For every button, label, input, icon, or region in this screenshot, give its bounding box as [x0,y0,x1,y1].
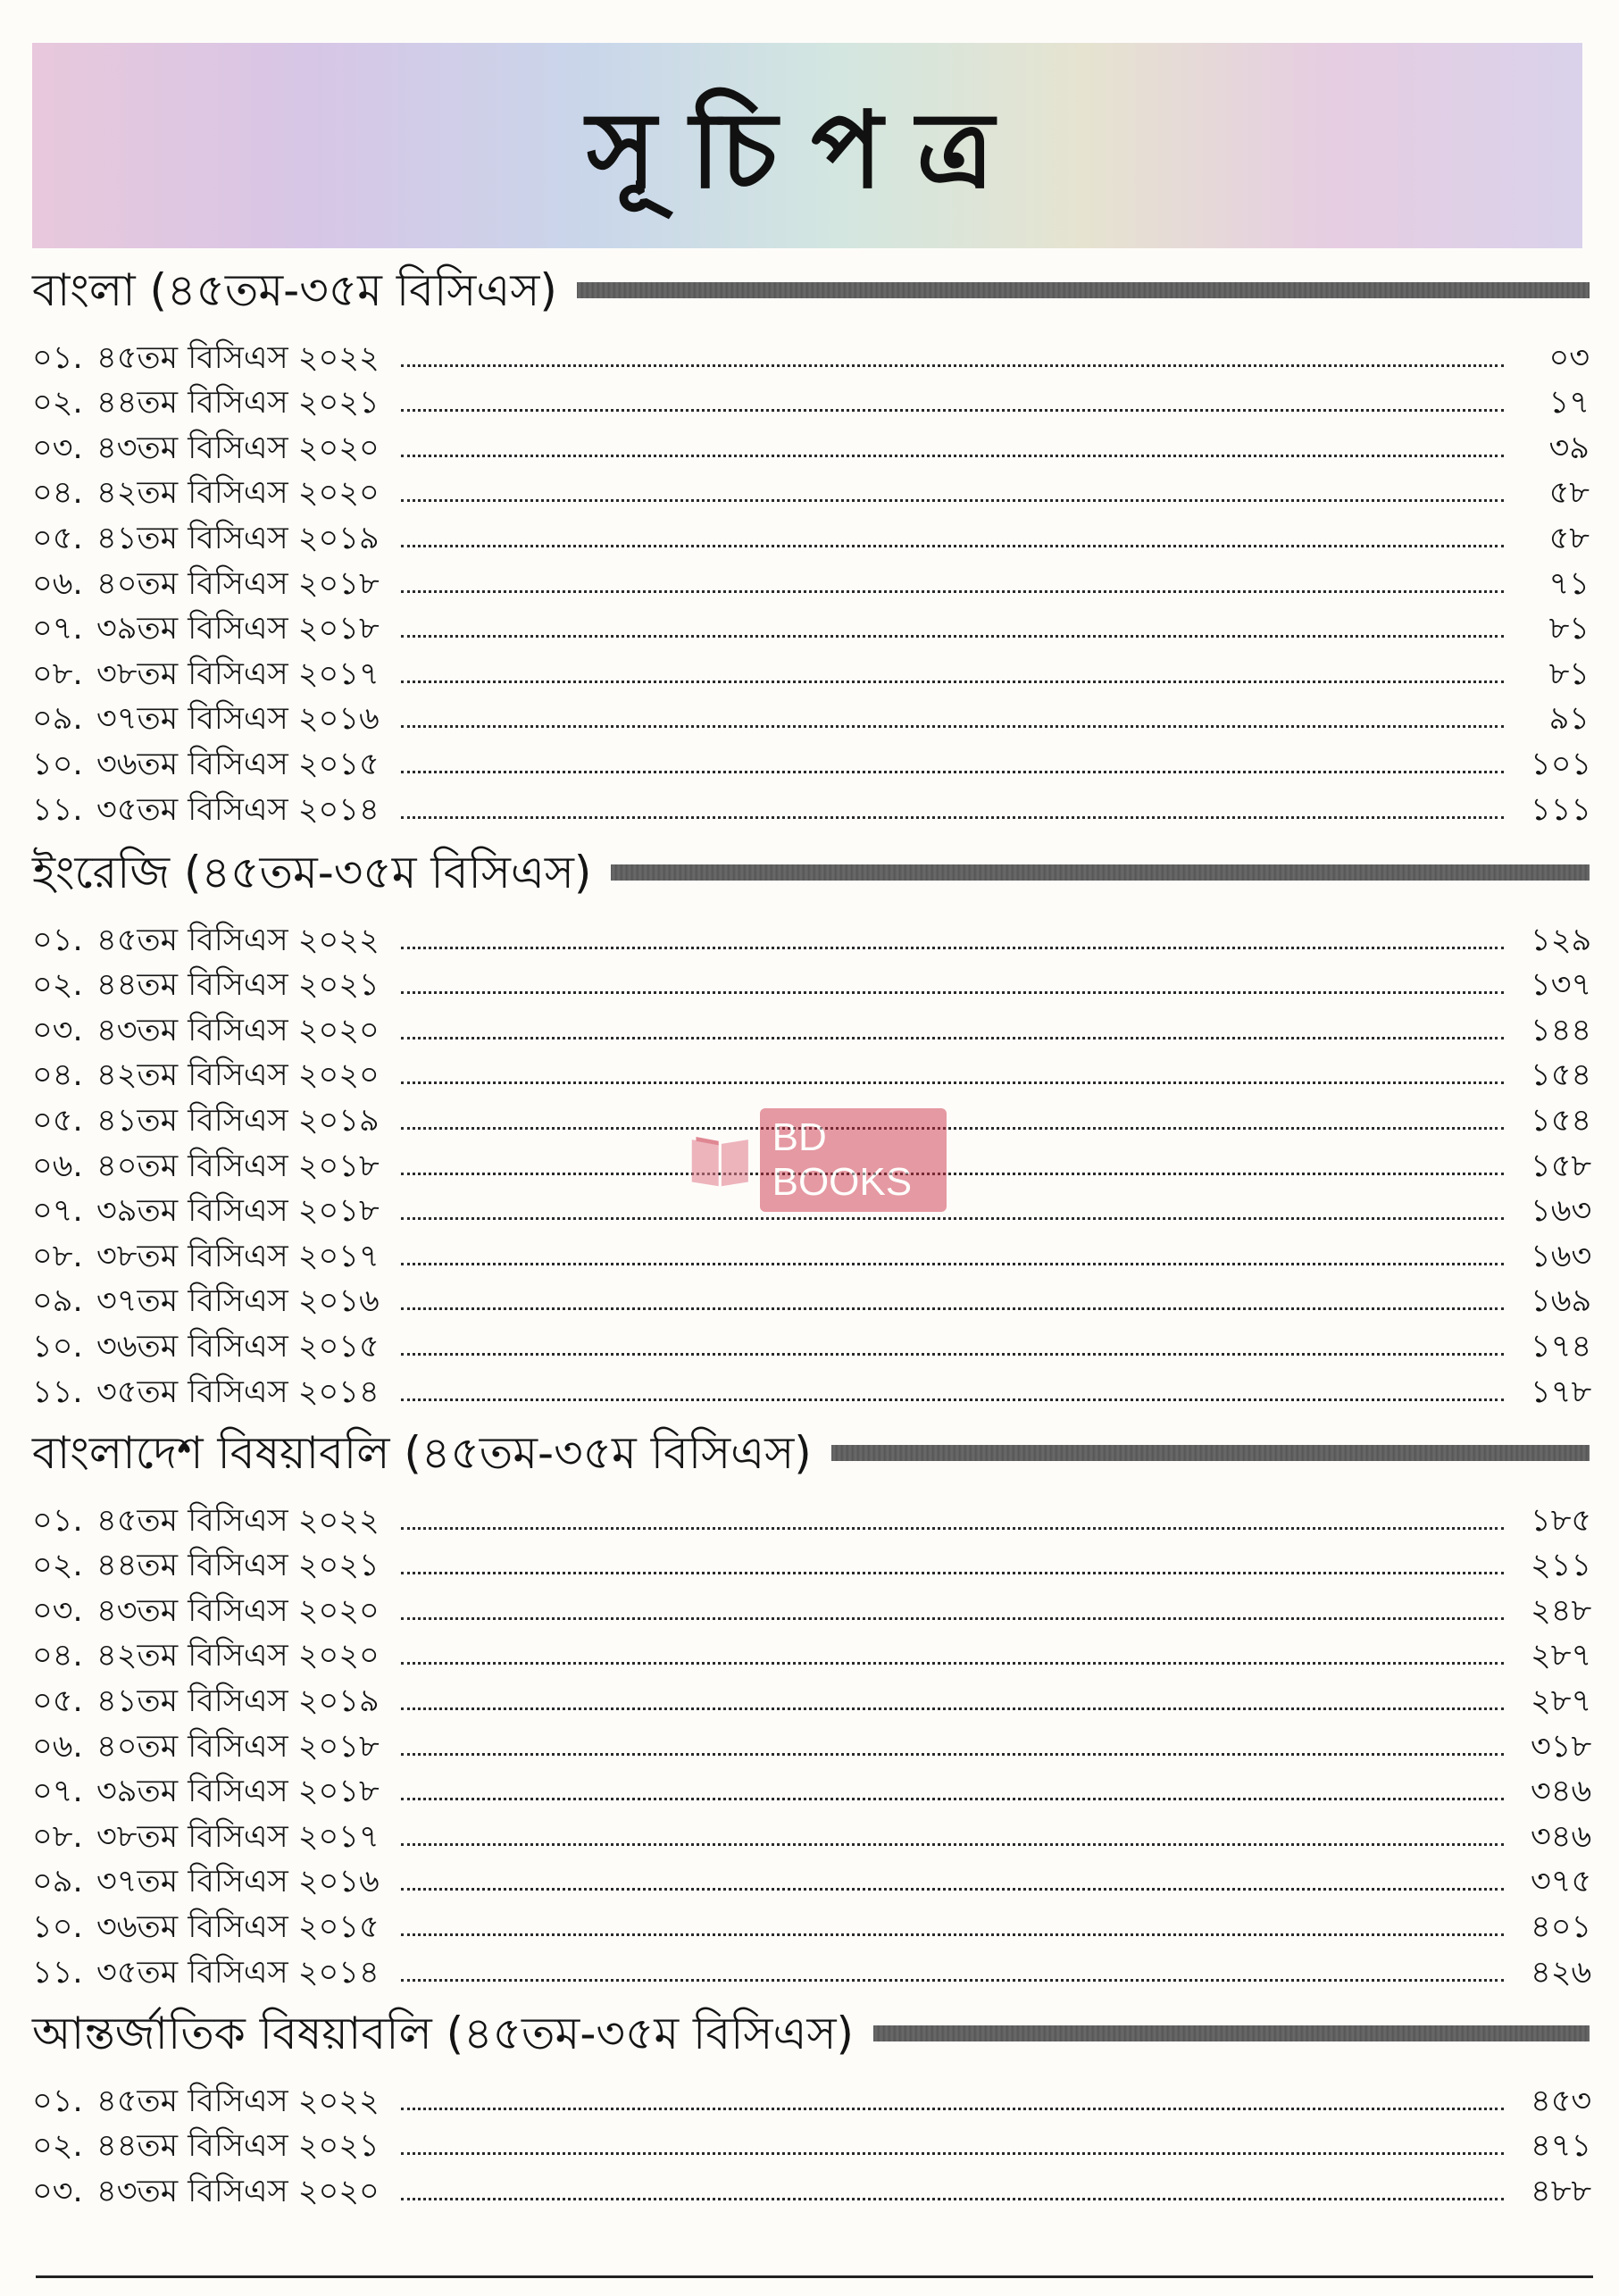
entry-number: ০৯. [32,701,83,738]
toc-entry [32,464,1590,510]
dot-leader [401,1979,1504,1982]
dot-leader [401,1127,1504,1130]
entry-number: ০৫. [32,520,83,556]
toc-entry [32,735,1590,781]
entry-label: ৩৯তম বিসিএস ২০১৮ [96,1193,380,1230]
title-banner [32,43,1582,248]
entry-label: ৩৮তম বিসিএস ২০১৭ [96,655,380,692]
entry-label: ৪৫তম বিসিএস ২০২২ [96,2083,380,2119]
dot-leader [401,409,1504,412]
entry-label: ৪৫তম বিসিএস ২০২২ [96,922,380,958]
dot-leader [401,545,1504,547]
dot-leader [401,947,1504,949]
dot-leader [401,1081,1504,1084]
dot-leader [401,1707,1504,1710]
section-header [32,257,1590,323]
entry-page-number: ১৬৩ [1531,1238,1592,1274]
entry-label: ৪৩তম বিসিএস ২০২০ [96,2173,380,2209]
entry-number: ০৯. [32,1864,83,1900]
toc-entry [32,600,1590,646]
section-entries [32,1491,1590,1989]
entry-page-number: ১৪৪ [1531,1012,1592,1048]
section-title: বাংলা (৪৫তম-৩৫ম বিসিএস) [32,264,557,316]
entry-number: ১১. [32,1373,83,1410]
entry-label: ৪২তম বিসিএস ২০২০ [96,475,380,512]
toc-section [32,1420,1590,1989]
toc-entry [32,1898,1590,1943]
toc-entry [32,1627,1590,1673]
dot-leader [401,2152,1504,2155]
dot-leader [401,1263,1504,1265]
entry-label: ৩৬তম বিসিএস ২০১৫ [96,1328,380,1365]
section-title: ইংরেজি (৪৫তম-৩৫ম বিসিএস) [32,847,592,898]
entry-page-number: ১০১ [1531,746,1592,782]
entry-number: ০৪. [32,475,83,512]
toc-entry [32,911,1590,956]
section-rule [831,1445,1590,1461]
entry-page-number: ৮১ [1548,611,1590,647]
entry-label: ৩৭তম বিসিএস ২০১৬ [96,701,380,738]
entry-number: ১০. [32,1908,83,1945]
entry-page-number: ৪৫৩ [1531,2083,1592,2119]
toc-entry [32,1582,1590,1627]
entry-page-number: ১১১ [1531,791,1592,828]
entry-label: ৪৩তম বিসিএস ২০২০ [96,430,380,466]
entry-label: ৩৯তম বিসিএস ২০১৮ [96,1774,380,1810]
entry-page-number: ৩৪৬ [1531,1818,1592,1855]
dot-leader [401,635,1504,638]
toc-entry [32,1537,1590,1582]
toc-entry [32,1808,1590,1853]
entry-page-number: ২৮৭ [1531,1638,1592,1674]
toc-entry [32,1717,1590,1763]
section-entries [32,2072,1590,2208]
entry-number: ০৬. [32,565,83,602]
toc-entry [32,419,1590,464]
toc-entry [32,956,1590,1002]
entry-page-number: ১৫৪ [1531,1057,1592,1094]
entry-number: ০৮. [32,655,83,692]
page-title: সূচিপত্র [586,88,1029,212]
entry-page-number: ১৬৩ [1531,1193,1592,1230]
dot-leader [401,771,1504,773]
toc-entry [32,1273,1590,1318]
entry-number: ০১. [32,2083,83,2119]
entry-label: ৩৮তম বিসিএস ২০১৭ [96,1238,380,1274]
entry-number: ০৮. [32,1238,83,1274]
entry-label: ৪২তম বিসিএস ২০২০ [96,1057,380,1094]
dot-leader [401,1617,1504,1620]
entry-page-number: ১৩৭ [1531,967,1592,1004]
toc-entry [32,1317,1590,1363]
entry-number: ০৫. [32,1102,83,1139]
entry-label: ৩৭তম বিসিএস ২০১৬ [96,1864,380,1900]
section-title: বাংলাদেশ বিষয়াবলি (৪৫তম-৩৫ম বিসিএস) [32,1427,812,1479]
dot-leader [401,364,1504,367]
entry-label: ৪৫তম বিসিএস ২০২২ [96,1502,380,1539]
entry-number: ১১. [32,791,83,828]
entry-number: ০৯. [32,1283,83,1320]
entry-page-number: ৯১ [1548,701,1590,738]
entry-label: ৪১তম বিসিএস ২০১৯ [96,1682,380,1719]
dot-leader [401,1933,1504,1936]
section-entries [32,329,1590,826]
section-rule [611,864,1590,881]
entry-page-number: ২১১ [1531,1548,1592,1584]
entry-label: ৪৩তম বিসিএস ২০২০ [96,1592,380,1629]
entry-page-number: ৪২৬ [1531,1954,1592,1991]
entry-label: ৪০তম বিসিএস ২০১৮ [96,1728,380,1765]
toc-entry [32,509,1590,555]
toc-entry [32,1943,1590,1989]
entry-page-number: ১৫৮ [1531,1148,1592,1184]
entry-label: ৪১তম বিসিএস ২০১৯ [96,520,380,556]
toc-entry [32,1853,1590,1899]
entry-number: ০২. [32,2128,83,2165]
entry-number: ১০. [32,746,83,782]
toc-entry [32,1047,1590,1092]
toc-entry [32,1491,1590,1537]
dot-leader [401,1798,1504,1800]
entry-page-number: ৩১৮ [1531,1728,1592,1765]
entry-label: ৪২তম বিসিএস ২০২০ [96,1638,380,1674]
entry-label: ৩৫তম বিসিএস ২০১৪ [96,1373,380,1410]
entry-label: ৪৫তম বিসিএস ২০২২ [96,339,380,376]
entry-page-number: ২৮৭ [1531,1682,1592,1719]
entry-page-number: ৩৯ [1548,430,1590,466]
entry-number: ০৭. [32,611,83,647]
entry-label: ৪৪তম বিসিএস ২০২১ [96,2128,380,2165]
entry-page-number: ৪৮৮ [1531,2173,1592,2209]
entry-label: ৩৯তম বিসিএস ২০১৮ [96,611,380,647]
entry-page-number: ৫৮ [1548,475,1590,512]
dot-leader [401,1662,1504,1665]
entry-number: ০৩. [32,2173,83,2209]
toc-entry [32,645,1590,690]
entry-page-number: ১৭ [1548,385,1590,422]
dot-leader [401,1173,1504,1175]
entry-label: ৪০তম বিসিএস ২০১৮ [96,565,380,602]
entry-label: ৩৫তম বিসিএস ২০১৪ [96,791,380,828]
section-title: আন্তর্জাতিক বিষয়াবলি (৪৫তম-৩৫ম বিসিএস) [32,2008,855,2059]
toc-entry [32,374,1590,420]
dot-leader [401,1888,1504,1891]
entry-number: ০২. [32,1548,83,1584]
entry-label: ৩৬তম বিসিএস ২০১৫ [96,1908,380,1945]
entry-page-number: ১৮৫ [1531,1502,1592,1539]
entry-number: ০৪. [32,1057,83,1094]
dot-leader [401,816,1504,819]
book-logo-icon [688,1122,753,1198]
entry-number: ১১. [32,1954,83,1991]
section-rule [577,282,1590,298]
entry-page-number: ০৩ [1548,339,1590,376]
section-header [32,1420,1590,1486]
entry-number: ০৪. [32,1638,83,1674]
entry-page-number: ১৫৪ [1531,1102,1592,1139]
toc-entry [32,1001,1590,1047]
entry-page-number: ৩৭৫ [1531,1864,1592,1900]
dot-leader [401,499,1504,502]
entry-page-number: ৩৪৬ [1531,1774,1592,1810]
toc-entry [32,2162,1590,2208]
entry-page-number: ১৭৮ [1531,1373,1592,1410]
entry-page-number: ১৭৪ [1531,1328,1592,1365]
entry-number: ০৬. [32,1148,83,1184]
entry-page-number: ১৬৯ [1531,1283,1592,1320]
entry-page-number: ৪৭১ [1531,2128,1592,2165]
entry-number: ০৩. [32,1012,83,1048]
dot-leader [401,991,1504,994]
entry-label: ৪১তম বিসিএস ২০১৯ [96,1102,380,1139]
entry-page-number: ৪০১ [1531,1908,1592,1945]
entry-number: ০১. [32,1502,83,1539]
entry-label: ৪০তম বিসিএস ২০১৮ [96,1148,380,1184]
entry-label: ৪৩তম বিসিএস ২০২০ [96,1012,380,1048]
toc-entry [32,690,1590,736]
toc-entry [32,1763,1590,1808]
dot-leader [401,1217,1504,1220]
entry-number: ০৬. [32,1728,83,1765]
entry-label: ৩৬তম বিসিএস ২০১৫ [96,746,380,782]
entry-number: ০১. [32,922,83,958]
toc-section [32,2000,1590,2208]
toc-entry [32,2072,1590,2117]
dot-leader [401,1843,1504,1846]
section-rule [873,2025,1590,2041]
entry-label: ৪৪তম বিসিএস ২০২১ [96,1548,380,1584]
watermark-text: BD BOOKS [760,1108,947,1212]
dot-leader [401,2198,1504,2200]
toc-entry [32,2117,1590,2163]
entry-number: ০২. [32,967,83,1004]
entry-label: ৩৮তম বিসিএস ২০১৭ [96,1818,380,1855]
toc-entry [32,781,1590,826]
bottom-divider [36,2275,1593,2278]
entry-number: ০১. [32,339,83,376]
dot-leader [401,1527,1504,1530]
entry-label: ৩৫তম বিসিএস ২০১৪ [96,1954,380,1991]
entry-label: ৪৪তম বিসিএস ২০২১ [96,967,380,1004]
entry-number: ০২. [32,385,83,422]
dot-leader [401,1572,1504,1574]
toc-section [32,257,1590,826]
entry-page-number: ৮১ [1548,655,1590,692]
toc-entry [32,329,1590,374]
dot-leader [401,455,1504,457]
entry-label: ৪৪তম বিসিএস ২০২১ [96,385,380,422]
entry-number: ০৭. [32,1774,83,1810]
toc-entry [32,1363,1590,1408]
dot-leader [401,1037,1504,1039]
toc-entry [32,1227,1590,1273]
dot-leader [401,590,1504,593]
entry-number: ০৩. [32,1592,83,1629]
toc-entry [32,555,1590,600]
entry-page-number: ৭১ [1548,565,1590,602]
dot-leader [401,725,1504,728]
dot-leader [401,1753,1504,1756]
entry-number: ০৫. [32,1682,83,1719]
entry-number: ০৮. [32,1818,83,1855]
entry-page-number: ৫৮ [1548,520,1590,556]
entry-page-number: ২৪৮ [1531,1592,1592,1629]
watermark [688,1116,947,1204]
entry-label: ৩৭তম বিসিএস ২০১৬ [96,1283,380,1320]
entry-number: ১০. [32,1328,83,1365]
entry-number: ০৩. [32,430,83,466]
dot-leader [401,1307,1504,1310]
dot-leader [401,680,1504,683]
toc-entry [32,1672,1590,1717]
dot-leader [401,1398,1504,1401]
entry-page-number: ১২৯ [1531,922,1592,958]
dot-leader [401,2108,1504,2110]
dot-leader [401,1353,1504,1356]
section-header [32,2000,1590,2066]
entry-number: ০৭. [32,1193,83,1230]
section-header [32,839,1590,906]
